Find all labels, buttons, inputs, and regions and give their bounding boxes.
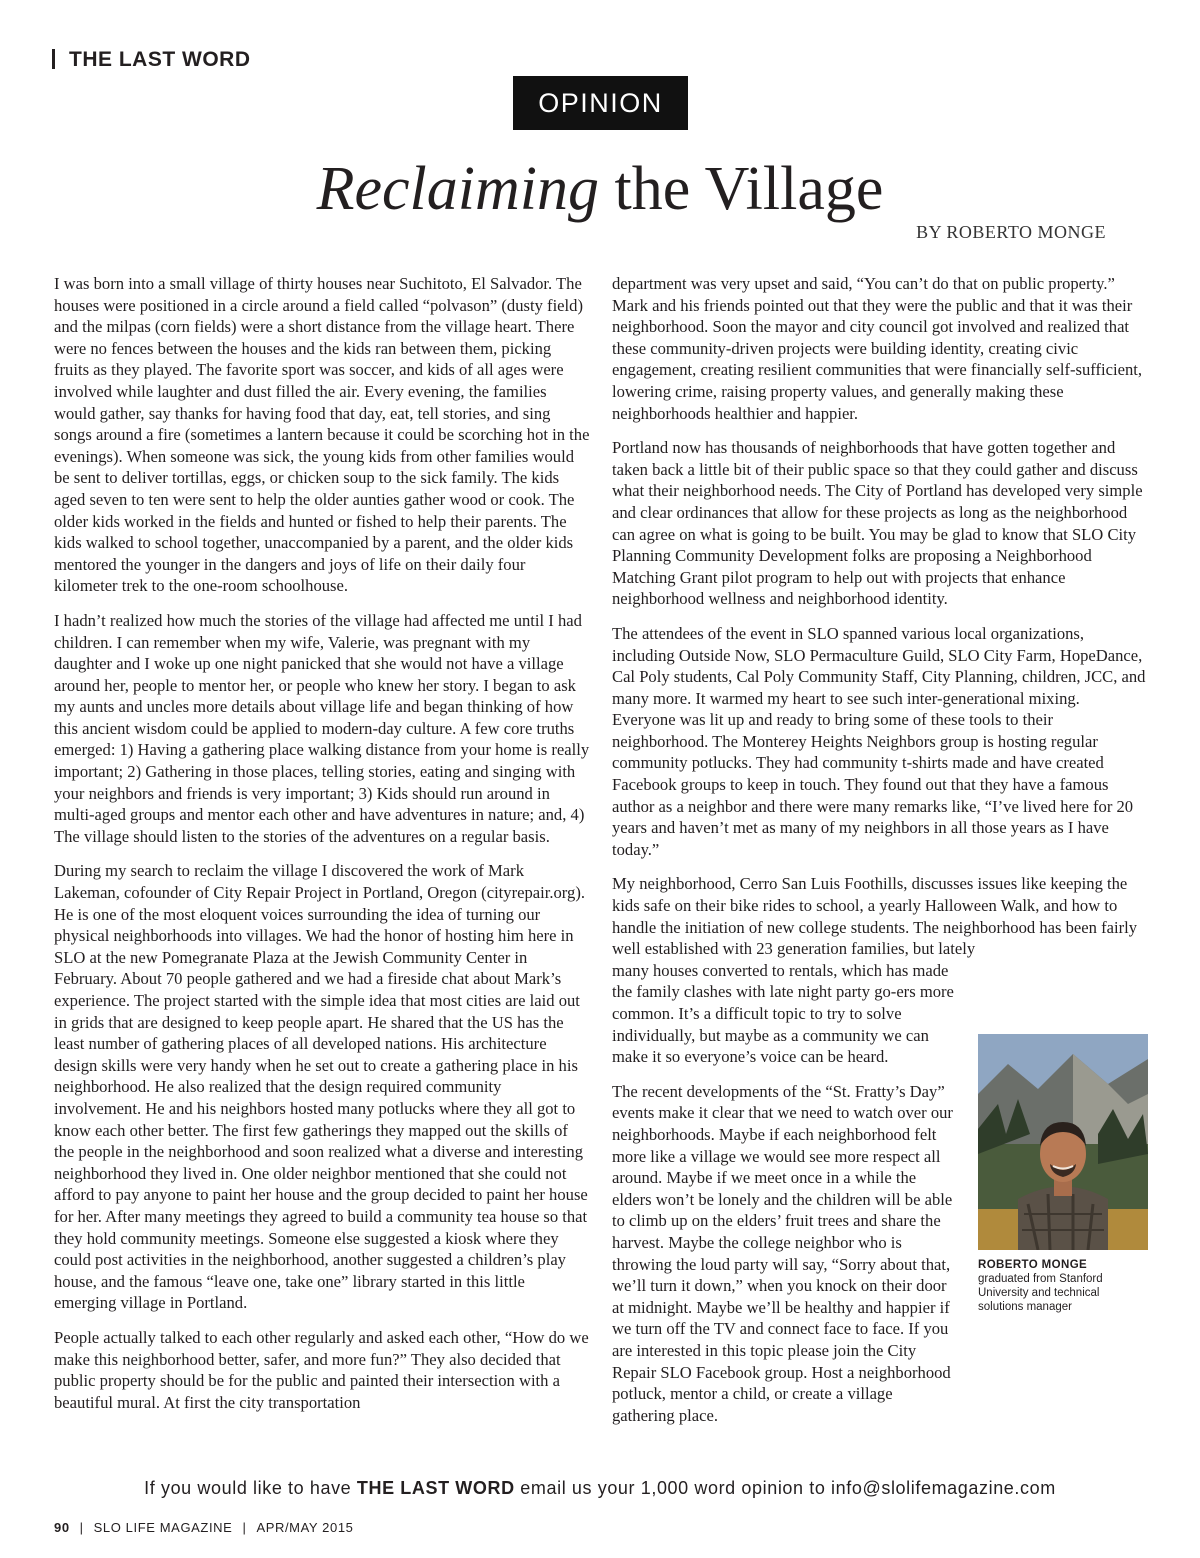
caption-name: ROBERTO MONGE	[978, 1259, 1088, 1271]
footer-prefix: If you would like to have	[144, 1478, 357, 1498]
section-bar	[52, 49, 55, 69]
opinion-badge: OPINION	[513, 76, 688, 130]
section-title: THE LAST WORD	[69, 48, 251, 71]
article-title	[0, 148, 1200, 230]
author-portrait-image	[978, 1034, 1148, 1250]
section-label	[52, 48, 250, 72]
page-number: 90	[54, 1520, 70, 1535]
author-photo	[978, 1034, 1148, 1250]
paragraph: I was born into a small village of thirty houses near Suchitoto, El Salvador. The houses were positioned in a circle around a field called “polvason” (dusty field) and the milpas (corn fields) were a short distance from the village heart. There were no fences between the houses and the kids ran between them, picking fruits as they played. The favorite sport was soccer, and kids of all ages were involved while laughter and dust filled the air. Every evening, the families would gather, say thanks for having food that day, eat, tell stories, and sing songs around a fire (sometimes a lantern because it could be scorching hot in the evenings). When someone was sick, the young kids from other families would be sent to deliver tortillas, eggs, or chicken soup to the sick family. The kids aged seven to ten were sent to help the older aunties gather wood or cook. The older kids worked in the fields and hunted or fished to help their parents. The kids walked to school together, unaccompanied by a parent, and the older kids mentored the younger in the dangers and joys of life on their daily four kilometer trek to the one-room schoolhouse.	[54, 274, 590, 596]
paragraph: department was very upset and said, “You can’t do that on public property.” Mark and his friends pointed out that they were the public and that it was their neighborhood. Soon the mayor and city council got involved and realized that these community-driven projects were building identity, creating civic engagement, creating resilient communities that were financially self-sufficient, lowering crime, raising property values, and generally making these neighborhoods healthier and happier.	[612, 274, 1143, 423]
byline: BY ROBERTO MONGE	[916, 222, 1106, 242]
paragraph: The recent developments of the “St. Fratty’s Day” events make it clear that we need to watch over our neighborhoods. Maybe if each neighborhood felt more like a village we would see more respect all around. Maybe if we meet once in a while the elders won’t be lonely and the children will be able to climb up on the elders’ fruit trees and share the harvest. Maybe the college neighbor who is throwing the loud party will say, “Sorry about that, we’ll turn it down,” when you knock on their door at midnight. Maybe we’ll be healthy and happier if we turn off the TV and connect face to face. If you are interested in this topic please join the City Repair SLO Facebook group. Host a neighborhood potluck, mentor a child, or create a village gathering place.	[612, 1081, 953, 1425]
paragraph: During my search to reclaim the village I discovered the work of Mark Lakeman, cofounder of City Repair Project in Portland, Oregon (cityrepair.org). He is one of the most eloquent voices surrounding the idea of turning our physical neighborhoods into villages. We had the honor of hosting him here in SLO at the new Pomegranate Plaza at the Jewish Community Center in February. About 70 people gathered and we had a fireside chat about Mark’s experience. The project started with the simple idea that most cities are laid out in grids that are designed to keep people apart. He shared that the US has the least number of gathering places of all developed nations. His architecture design skills were very handy when he set out to create a gathering place in his neighborhood. He also realized that the design required community involvement. He and his neighbors hosted many potlucks where they all got to know each other better. The first few gatherings they mapped out the skills of the people in the neighborhood and soon realized what a diverse and interesting neighborhood they lived in. One older neighbor mentioned that she could not afford to pay anyone to paint her house and the group decided to paint her house for her. After many meetings they agreed to build a community tea house so that they hold community meetings. Someone else suggested a kiosk where they could post activities in the neighborhood, another suggested a children’s play house, and the famous “leave one, take one” library started in this little emerging village in Portland.	[54, 861, 588, 1313]
photo-caption	[978, 1258, 1148, 1314]
magazine-name: SLO LIFE MAGAZINE	[93, 1520, 233, 1535]
folio	[54, 1520, 353, 1535]
folio-divider: |	[242, 1520, 247, 1535]
paragraph: People actually talked to each other regularly and asked each other, “How do we make this neighborhood better, safer, and more fun?” They also decided that public property should be for the public and painted their intersection with a beautiful mural. At first the city transportation	[54, 1327, 589, 1412]
paragraph: Portland now has thousands of neighborhoods that have gotten together and taken back a little bit of their public space so that they could gather and discuss what their neighborhood needs. The City of Portland has developed very simple and clear ordinances that allow for these projects as long as the neighborhood can agree on what is going to be built. You may be glad to know that SLO City Planning Community Development folks are proposing a Neighborhood Matching Grant pilot program to help out with projects that enhance neighborhood wellness and neighborhood identity.	[612, 438, 1143, 609]
issue-date: APR/MAY 2015	[256, 1520, 354, 1535]
paragraph: I hadn’t realized how much the stories of the village had affected me until I had children. I can remember when my wife, Valerie, was pregnant with my daughter and I woke up one night panicked that she would not have a village around her, people to mentor her, or people who knew her story. I began to ask my aunts and uncles more details about village life and began thinking of how this ancient wisdom could be applied to modern-day culture. A few core truths emerged: 1) Having a gathering place walking distance from your home is really important; 2) Gathering in those places, telling stories, eating and singing with your neighbors and friends is very important; 3) Kids should run around in multi-aged groups and mentor each other and have adventures in nature; and, 4) The village should listen to the stories of the adventures on a regular basis.	[54, 610, 590, 846]
title-rest: the Village	[614, 155, 884, 223]
paragraph: My neighborhood, Cerro San Luis Foothills, discusses issues like keeping the kids safe on their bike rides to school, a yearly Halloween Walk, and how to handle the initiation of new college students. The neighborhood has been fairly well established with 23 generation families, but lately	[612, 874, 1138, 959]
paragraph: The attendees of the event in SLO spanned various local organizations, including Outside Now, SLO Permaculture Guild, SLO City Farm, HopeDance, Cal Poly students, Cal Poly Community Staff, City Planning, children, JCC, and many more. It warmed my heart to see such inter-generational mixing. Everyone was lit up and ready to bring some of these tools to their neighborhood. The Monterey Heights Neighbors group is hosting regular community potlucks. They had community t-shirts made and have created Facebook groups to keep in touch. They found out that they have a famous author as a neighbor and there were many remarks like, “I’ve lived here for 20 years and haven’t met as many of my neighbors in all those years as I have today.”	[612, 623, 1146, 859]
folio-divider: |	[79, 1520, 84, 1535]
title-italic: Reclaiming	[316, 155, 599, 223]
column-left	[54, 273, 590, 1426]
footer-suffix: email us your 1,000 word opinion to info@slolifemagazine.com	[514, 1478, 1056, 1498]
paragraph: many houses converted to rentals, which has made the family clashes with late night party go-ers more common. It’s a difficult topic to try to solve individually, but maybe as a community we can make it so everyone’s voice can be heard.	[612, 960, 954, 1067]
caption-text: graduated from Stanford University and technical solutions manager	[978, 1273, 1103, 1313]
footer-bold: THE LAST WORD	[356, 1478, 515, 1498]
footer-callout	[0, 1478, 1200, 1499]
